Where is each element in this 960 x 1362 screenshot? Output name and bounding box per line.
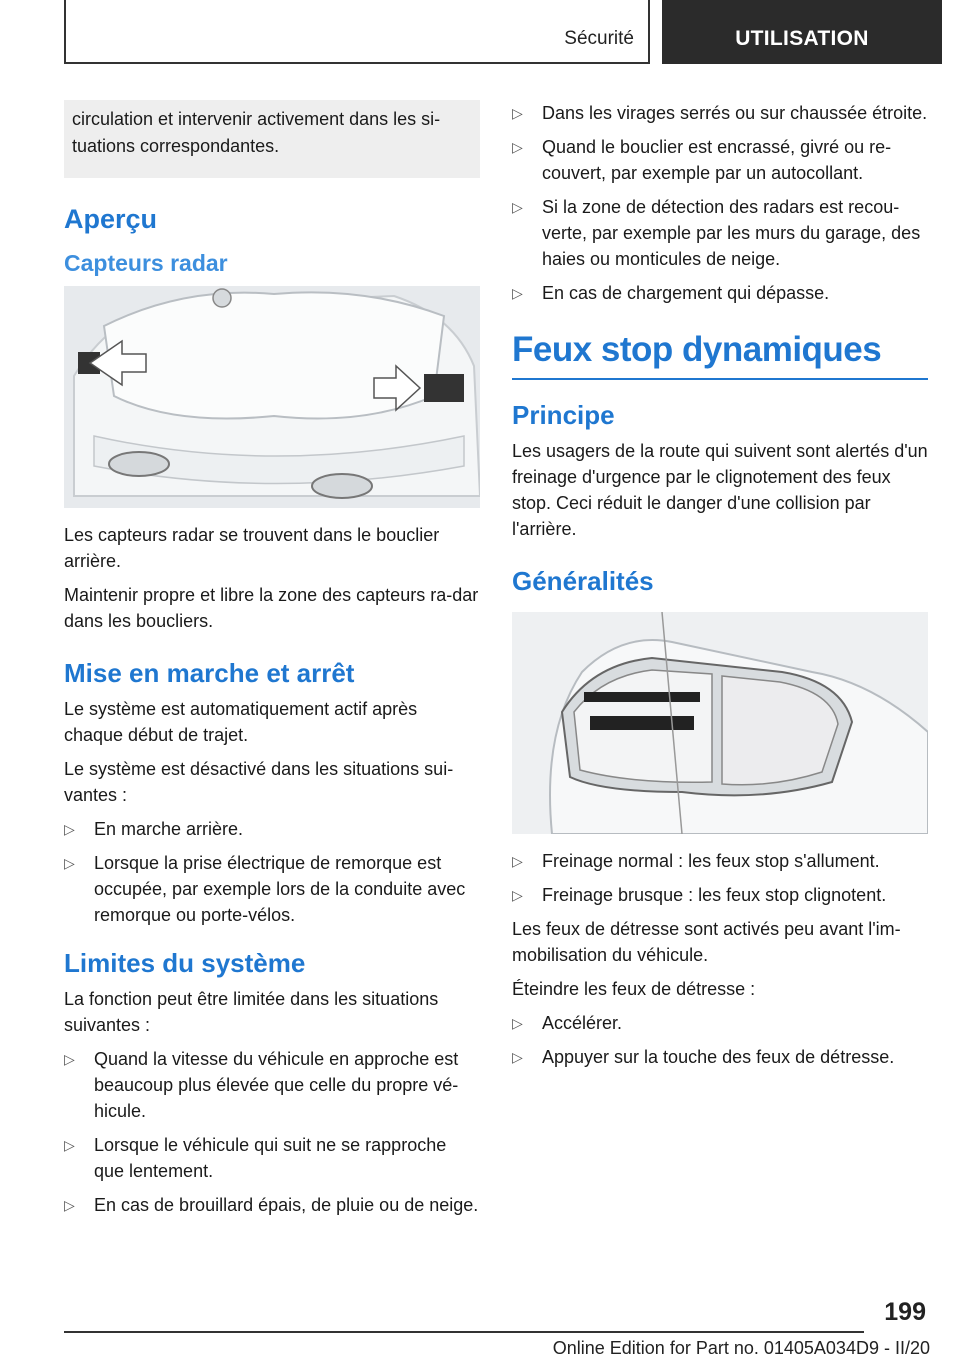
list-item: ▷ En marche arrière. xyxy=(64,816,480,842)
header-frame xyxy=(64,0,650,64)
list-item: ▷ Freinage normal : les feux stop s'allument. xyxy=(512,848,928,874)
list-item: ▷ En cas de brouillard épais, de pluie ou de neige. xyxy=(64,1192,480,1218)
triangle-right-icon: ▷ xyxy=(512,1049,523,1065)
list-limites xyxy=(64,1046,480,1218)
triangle-right-icon: ▷ xyxy=(512,285,523,301)
header-chapter: UTILISATION xyxy=(662,0,942,64)
heading-apercu: Aperçu xyxy=(64,204,158,234)
list-item: ▷ Lorsque le véhicule qui suit ne se rapproche que lentement. xyxy=(64,1132,480,1184)
list-item: ▷ Quand la vitesse du véhicule en approche est beaucoup plus élevée que celle du propre vé-hicule. xyxy=(64,1046,480,1124)
triangle-right-icon: ▷ xyxy=(64,1137,75,1153)
paragraph-detresse-1: Les feux de détresse sont activés peu avant l'im-mobilisation du véhicule. xyxy=(512,919,901,965)
heading-limites: Limites du système xyxy=(64,948,306,978)
header-section: Sécurité xyxy=(564,28,634,49)
triangle-right-icon: ▷ xyxy=(512,139,523,155)
heading-feux-stop-dynamiques: Feux stop dynamiques xyxy=(512,328,928,380)
triangle-right-icon: ▷ xyxy=(64,821,75,837)
list-generalites xyxy=(512,848,928,908)
paragraph-detresse-2: Éteindre les feux de détresse : xyxy=(512,979,756,999)
list-item: ▷ En cas de chargement qui dépasse. xyxy=(512,280,928,306)
triangle-right-icon: ▷ xyxy=(512,887,523,903)
triangle-right-icon: ▷ xyxy=(512,853,523,869)
page-number: 199 xyxy=(884,1298,926,1326)
triangle-right-icon: ▷ xyxy=(64,1051,75,1067)
list-item: ▷ Lorsque la prise électrique de remorque est occupée, par exemple lors de la conduite avec remorque ou porte-vélos. xyxy=(64,850,480,928)
left-column xyxy=(64,100,480,1226)
paragraph-principe: Les usagers de la route qui suivent sont alertés d'un freinage d'urgence par le clignotement des feux stop. Ceci réduit le danger d'une collision par l'arrière. xyxy=(512,441,928,539)
list-item: ▷ Si la zone de détection des radars est recou-verte, par exemple par les murs du garage, des haies ou monticules de neige. xyxy=(512,194,928,272)
triangle-right-icon: ▷ xyxy=(512,199,523,215)
list-detresse xyxy=(512,1010,928,1070)
heading-principe: Principe xyxy=(512,400,615,430)
list-limites-suite xyxy=(512,100,928,306)
list-item: ▷ Dans les virages serrés ou sur chaussée étroite. xyxy=(512,100,928,126)
heading-generalites: Généralités xyxy=(512,566,654,596)
radar-sensor-figure xyxy=(64,286,480,508)
brake-light-figure xyxy=(512,612,928,834)
triangle-right-icon: ▷ xyxy=(512,105,523,121)
list-item: ▷ Appuyer sur la touche des feux de détresse. xyxy=(512,1044,928,1070)
paragraph-marche-2: Le système est désactivé dans les situations sui-vantes : xyxy=(64,759,454,805)
footer-edition: Online Edition for Part no. 01405A034D9 - II/20 xyxy=(552,1338,930,1358)
list-marche xyxy=(64,816,480,928)
right-column xyxy=(512,100,928,1078)
paragraph-capteurs-1: Les capteurs radar se trouvent dans le bouclier arrière. xyxy=(64,525,440,571)
list-item: ▷ Quand le bouclier est encrassé, givré ou re-couvert, par exemple par un autocollant. xyxy=(512,134,928,186)
triangle-right-icon: ▷ xyxy=(64,1197,75,1213)
paragraph-capteurs-2: Maintenir propre et libre la zone des capteurs ra-dar dans les boucliers. xyxy=(64,585,479,631)
footer-divider xyxy=(64,1331,864,1333)
triangle-right-icon: ▷ xyxy=(512,1015,523,1031)
note-box: circulation et intervenir activement dans les si-tuations correspondantes. xyxy=(64,100,480,178)
paragraph-marche-1: Le système est automatiquement actif après chaque début de trajet. xyxy=(64,699,418,745)
list-item: ▷ Accélérer. xyxy=(512,1010,928,1036)
heading-capteurs-radar: Capteurs radar xyxy=(64,250,228,276)
heading-mise-en-marche: Mise en marche et arrêt xyxy=(64,658,355,688)
triangle-right-icon: ▷ xyxy=(64,855,75,871)
list-item: ▷ Freinage brusque : les feux stop clignotent. xyxy=(512,882,928,908)
paragraph-limites: La fonction peut être limitée dans les situations suivantes : xyxy=(64,989,439,1035)
